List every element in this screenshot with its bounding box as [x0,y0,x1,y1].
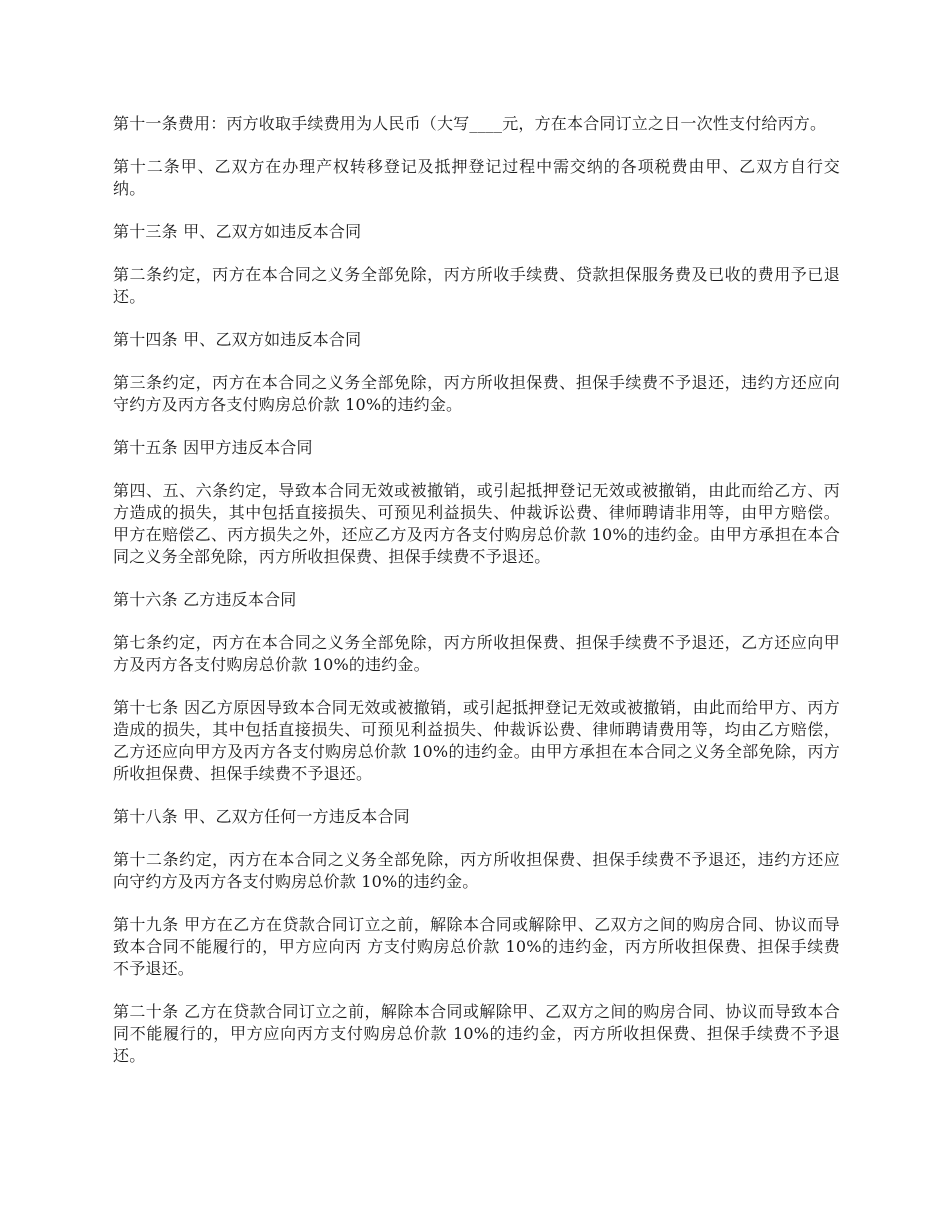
paragraph-article-15-body: 第四、五、六条约定，导致本合同无效或被撤销，或引起抵押登记无效或被撤销，由此而给乙方、丙方造成的损失，其中包括直接损失、可预见利益损失、仲裁诉讼费、律师聘请非用等，由甲方赔偿。甲方在赔偿乙、丙方损失之外，还应乙方及丙方各支付购房总价款 10%的违约金。由甲方承担在本合同之义务全部免除，丙方所收担保费、担保手续费不予退还。 [113,481,840,566]
paragraph-article-13-heading: 第十三条 甲、乙双方如违反本合同 [113,222,362,241]
paragraph-article-14-heading: 第十四条 甲、乙双方如违反本合同 [113,330,362,349]
paragraph-article-20: 第二十条 乙方在贷款合同订立之前，解除本合同或解除甲、乙双方之间的购房合同、协议而导致本合同不能履行的，甲方应向丙方支付购房总价款 10%的违约金，丙方所收担保费、担保手续费不予退还。 [113,1002,840,1065]
paragraph-article-16-body: 第七条约定，丙方在本合同之义务全部免除，丙方所收担保费、担保手续费不予退还，乙方还应向甲方及丙方各支付购房总价款 10%的违约金。 [113,633,840,674]
paragraph-article-18-heading: 第十八条 甲、乙双方任何一方违反本合同 [113,807,410,826]
paragraph-article-16-heading: 第十六条 乙方违反本合同 [113,590,297,609]
paragraph-article-19: 第十九条 甲方在乙方在贷款合同订立之前，解除本合同或解除甲、乙双方之间的购房合同、协议而导致本合同不能履行的，甲方应向丙 方支付购房总价款 10%的违约金，丙方所收担保费、担保手续费不予退还。 [113,915,840,978]
paragraph-article-14-body: 第三条约定，丙方在本合同之义务全部免除，丙方所收担保费、担保手续费不予退还，违约方还应向守约方及丙方各支付购房总价款 10%的违约金。 [113,373,840,414]
paragraph-article-12-taxes: 第十二条甲、乙双方在办理产权转移登记及抵押登记过程中需交纳的各项税费由甲、乙双方自行交纳。 [113,157,840,198]
document-body [113,113,840,1088]
paragraph-article-17: 第十七条 因乙方原因导致本合同无效或被撤销，或引起抵押登记无效或被撤销，由此而给甲方、丙方造成的损失，其中包括直接损失、可预见利益损失、仲裁诉讼费、律师聘请费用等，均由乙方赔偿，乙方还应向甲方及丙方各支付购房总价款 10%的违约金。由甲方承担在本合同之义务全部免除，丙方所收担保费、担保手续费不予退还。 [113,698,840,783]
paragraph-article-18-body: 第十二条约定，丙方在本合同之义务全部免除，丙方所收担保费、担保手续费不予退还，违约方还应向守约方及丙方各支付购房总价款 10%的违约金。 [113,850,840,891]
paragraph-article-13-body: 第二条约定，丙方在本合同之义务全部免除，丙方所收手续费、贷款担保服务费及已收的费用予已退还。 [113,265,840,306]
paragraph-article-15-heading: 第十五条 因甲方违反本合同 [113,438,313,457]
paragraph-article-11-fees: 第十一条费用：丙方收取手续费用为人民币（大写____元，方在本合同订立之日一次性支付给丙方。 [113,114,827,133]
